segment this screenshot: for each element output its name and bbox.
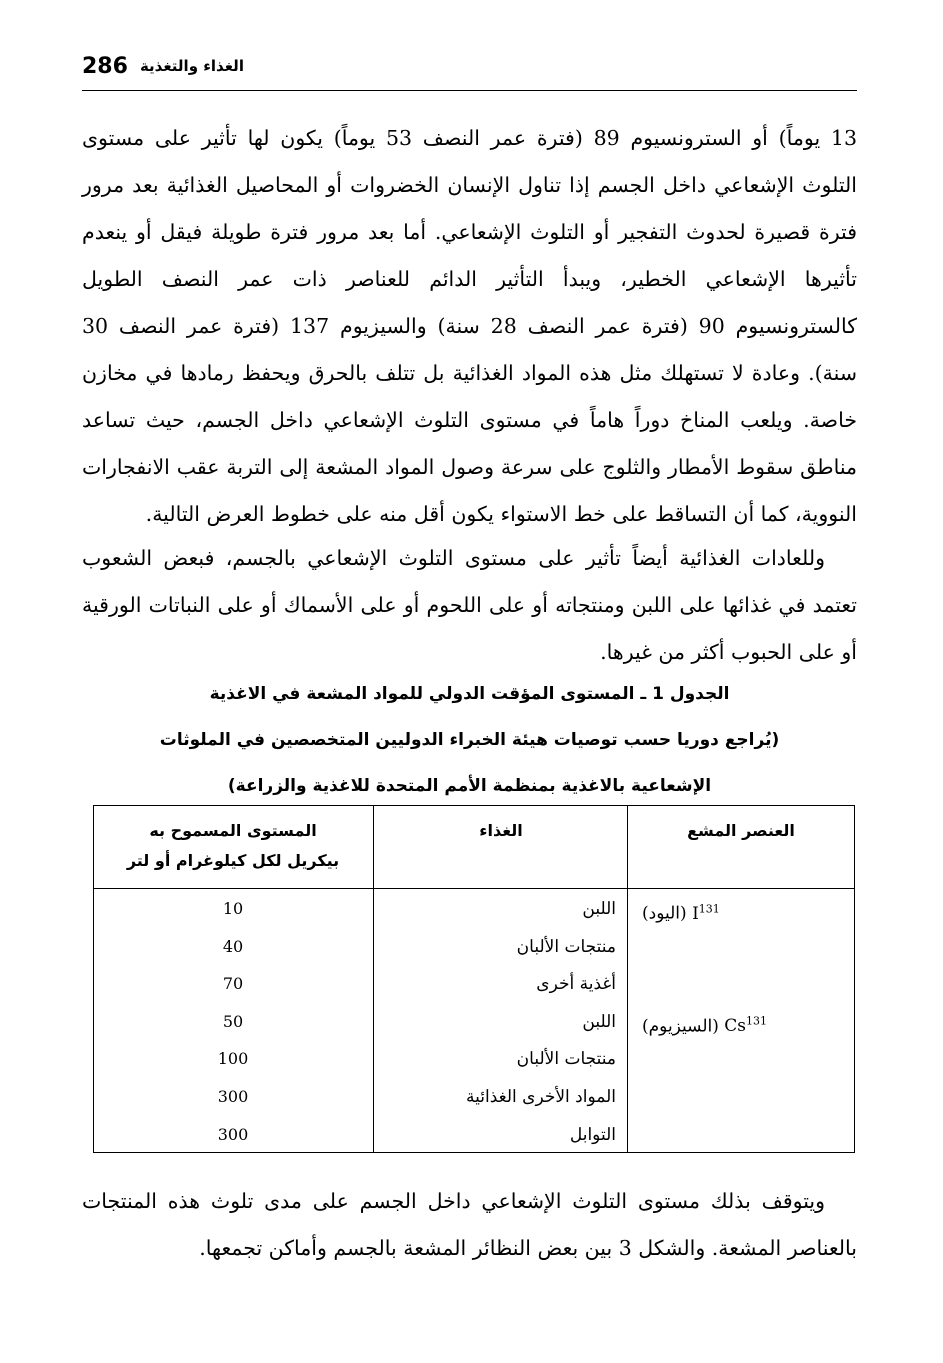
radioactivity-limits-table	[93, 805, 855, 1153]
page-number: 286	[82, 53, 128, 79]
food-cell: اللبن	[582, 899, 616, 919]
level-cell: 50	[222, 1011, 244, 1031]
food-cell: التوابل	[569, 1124, 616, 1145]
food-cell: أغذية أخرى	[536, 974, 616, 995]
element-name: (السيزيوم)	[642, 1016, 719, 1037]
table-caption-note: الإشعاعية بالاغذية بمنظمة الأمم المتحدة للاغذية والزراعة)	[227, 776, 712, 796]
food-cell: اللبن	[582, 1011, 616, 1032]
element-label	[642, 1003, 854, 1046]
element-symbol: Cs	[724, 1016, 747, 1037]
table-caption-title: الجدول 1 ـ المستوى المؤقت الدولي للمواد المشعة في الاغذية	[209, 684, 730, 704]
element-name: (اليود)	[642, 903, 687, 924]
level-cell: 100	[217, 1049, 249, 1069]
food-cell: منتجات الألبان	[516, 1049, 616, 1070]
column-header-level	[92, 806, 374, 888]
table-header-divider	[94, 888, 854, 889]
food-cell: منتجات الألبان	[516, 936, 616, 957]
column-header-level-line1: المستوى المسموح به	[149, 821, 317, 840]
column-header-element: العنصر المشع	[687, 821, 795, 840]
body-paragraph: 13 يوماً) أو السترونسيوم 89 (فترة عمر النصف 53 يوماً) يكون لها تأثير على مستوى التلوث الإشعاعي داخل الجسم إذا تناول الإنسان الخضروات أو المحاصيل الغذائية بعد مرور فترة قصيرة لحدوث التفجير أو التلوث الإشعاعي. أما بعد مرور فترة طويلة فيقل أو ينعدم تأثيرها الإشعاعي الخطير، ويبدأ التأثير الدائم للعناصر ذات عمر النصف الطويل كالسترونسيوم 90 (فترة عمر النصف 28 سنة) والسيزيوم 137 (فترة عمر النصف 30 سنة). وعادة لا تستهلك مثل هذه المواد الغذائية بل تتلف بالحرق ويحفظ رمادها في مخازن خاصة. ويلعب المناخ دوراً هاماً في مستوى التلوث الإشعاعي داخل الجسم، حيث تساعد مناطق سقوط الأمطار والثلوج على سرعة وصول المواد المشعة إلى التربة عقب الانفجارات النووية، كما أن التساقط على خط الاستواء يكون أقل منه على خطوط العرض التالية.	[82, 126, 858, 526]
running-title: الغذاء والتغذية	[139, 57, 244, 75]
body-paragraph: وللعادات الغذائية أيضاً تأثير على مستوى التلوث الإشعاعي بالجسم، فبعض الشعوب تعتمد في غذائها على اللبن ومنتجاته أو على اللحوم أو على الأسماك أو على النباتات الورقية أو على الحبوب أكثر من غيرها.	[82, 546, 857, 664]
page-header	[82, 44, 857, 88]
element-symbol: I	[692, 903, 699, 924]
level-cell: 300	[217, 1124, 249, 1144]
column-header-level-line2: بيكريل لكل كيلوغرام أو لتر	[126, 851, 340, 870]
column-header-food: الغذاء	[479, 821, 523, 840]
table-caption-note: (يُراجع دوريا حسب توصيات هيئة الخبراء الدوليين المتخصصين في الملوثات	[159, 730, 780, 750]
body-paragraph: ويتوقف بذلك مستوى التلوث الإشعاعي داخل الجسم على مدى تلوث هذه المنتجات بالعناصر المشعة. والشكل 3 بين بعض النظائر المشعة بالجسم وأماكن تجمعها.	[82, 1189, 857, 1260]
element-cell	[642, 890, 854, 928]
level-cell: 10	[222, 899, 244, 918]
element-mass-number: 131	[746, 1014, 768, 1028]
element-cell	[642, 1003, 854, 1041]
food-cell: المواد الأخرى الغذائية	[466, 1087, 616, 1107]
level-cell: 300	[217, 1087, 249, 1106]
header-rule	[82, 90, 857, 91]
level-cell: 70	[222, 974, 244, 994]
element-label	[642, 890, 854, 933]
level-cell: 40	[222, 936, 244, 956]
element-mass-number: 131	[698, 902, 720, 915]
